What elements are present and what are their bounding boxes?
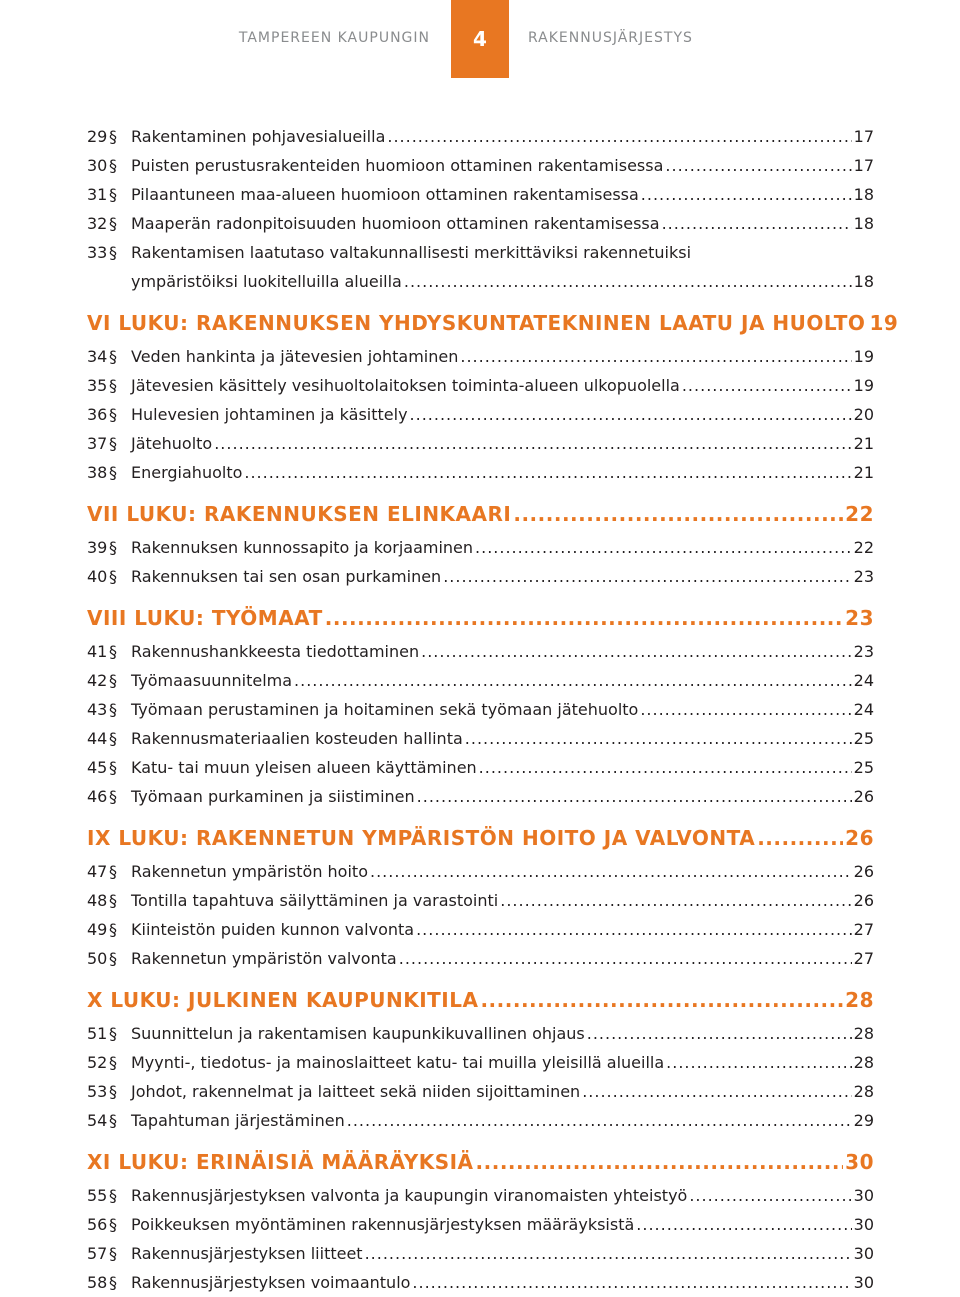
page-reference: 30: [853, 1186, 874, 1205]
section-number: 34: [87, 347, 108, 366]
section-sign: §: [109, 1273, 117, 1292]
toc-entry[interactable]: [87, 637, 874, 666]
page-reference: 28: [853, 1082, 874, 1101]
section-number: 50: [87, 949, 108, 968]
toc-entry[interactable]: [87, 1268, 874, 1297]
dot-leader: [410, 400, 852, 429]
section-title: Veden hankinta ja jätevesien johtaminen: [131, 347, 459, 366]
dot-leader: [476, 1145, 844, 1179]
table-of-contents: [87, 122, 899, 1297]
section-sign: §: [109, 642, 117, 661]
section-sign: §: [109, 1024, 117, 1043]
header-publisher: TAMPEREEN KAUPUNGIN: [238, 30, 430, 46]
section-sign: §: [109, 1215, 117, 1234]
section-title: Myynti-, tiedotus- ja mainoslaitteet katu- tai muilla yleisillä alueilla: [131, 1053, 665, 1072]
chapter-page-reference: 23: [845, 606, 874, 630]
section-sign: §: [109, 463, 117, 482]
section-title: Jätevesien käsittely vesihuoltolaitoksen toiminta-alueen ulkopuolella: [131, 376, 680, 395]
dot-leader: [475, 533, 852, 562]
toc-entry[interactable]: [87, 915, 874, 944]
section-title: Rakennetun ympäristön valvonta: [131, 949, 397, 968]
dot-leader: [465, 724, 852, 753]
chapter-title: X LUKU: JULKINEN KAUPUNKITILA: [87, 988, 479, 1012]
toc-entry[interactable]: [87, 944, 874, 973]
toc-entry[interactable]: [87, 1181, 874, 1210]
chapter-title: IX LUKU: RAKENNETUN YMPÄRISTÖN HOITO JA VALVONTA: [87, 826, 756, 850]
section-number: 40: [87, 567, 108, 586]
page-reference: 21: [853, 463, 874, 482]
page-reference: 25: [853, 729, 874, 748]
section-number: 38: [87, 463, 108, 482]
dot-leader: [443, 562, 851, 591]
page-reference: 25: [853, 758, 874, 777]
section-number: 31: [87, 185, 108, 204]
page-reference: 19: [853, 376, 874, 395]
page-reference: 26: [853, 787, 874, 806]
section-title-continued: ympäristöiksi luokitelluilla alueilla: [131, 272, 402, 291]
section-title: Rakennusjärjestyksen voimaantulo: [131, 1273, 411, 1292]
section-number: 47: [87, 862, 108, 881]
section-number: 32: [87, 214, 108, 233]
dot-leader: [416, 915, 852, 944]
chapter-heading[interactable]: [87, 497, 874, 531]
section-title: Pilaantuneen maa-alueen huomioon ottaminen rakentamisessa: [131, 185, 639, 204]
page-header: [0, 0, 960, 78]
section-title: Rakennuksen kunnossapito ja korjaaminen: [131, 538, 474, 557]
section-sign: §: [109, 1244, 117, 1263]
page-reference: 30: [853, 1273, 874, 1292]
section-title: Työmaan perustaminen ja hoitaminen sekä työmaan jätehuolto: [131, 700, 639, 719]
section-sign: §: [109, 891, 117, 910]
chapter-heading[interactable]: [87, 601, 874, 635]
section-sign: §: [109, 1053, 117, 1072]
section-number: 46: [87, 787, 108, 806]
chapter-heading[interactable]: [87, 821, 874, 855]
section-number: 51: [87, 1024, 108, 1043]
dot-leader: [412, 1268, 851, 1297]
toc-entry[interactable]: [87, 429, 874, 458]
section-number: 52: [87, 1053, 108, 1072]
section-sign: §: [109, 671, 117, 690]
dot-leader: [665, 151, 851, 180]
section-number: 57: [87, 1244, 108, 1263]
section-sign: §: [109, 862, 117, 881]
dot-leader: [513, 497, 843, 531]
chapter-title: VI LUKU: RAKENNUKSEN YHDYSKUNTATEKNINEN LAATU JA HUOLTO: [87, 311, 866, 335]
section-number: 35: [87, 376, 108, 395]
page-reference: 17: [853, 156, 874, 175]
section-sign: §: [109, 185, 117, 204]
dot-leader: [480, 983, 843, 1017]
section-sign: §: [109, 700, 117, 719]
toc-entry[interactable]: [87, 1210, 874, 1239]
toc-entry[interactable]: [87, 857, 874, 886]
section-sign: §: [109, 538, 117, 557]
section-title: Rakentaminen pohjavesialueilla: [131, 127, 386, 146]
section-sign: §: [109, 405, 117, 424]
chapter-heading[interactable]: [87, 983, 874, 1017]
dot-leader: [214, 429, 851, 458]
section-title: Työmaasuunnitelma: [131, 671, 293, 690]
toc-entry[interactable]: [87, 371, 874, 400]
section-title: Suunnittelun ja rakentamisen kaupunkikuvallinen ohjaus: [131, 1024, 585, 1043]
section-number: 43: [87, 700, 108, 719]
toc-entry[interactable]: [87, 1106, 874, 1135]
section-sign: §: [109, 347, 117, 366]
section-title: Johdot, rakennelmat ja laitteet sekä niiden sijoittaminen: [131, 1082, 581, 1101]
section-sign: §: [109, 156, 117, 175]
dot-leader: [640, 695, 851, 724]
dot-leader: [325, 601, 843, 635]
chapter-page-reference: 30: [845, 1150, 874, 1174]
section-number: 29: [87, 127, 108, 146]
page-reference: 24: [853, 700, 874, 719]
dot-leader: [404, 267, 852, 296]
page-reference: 23: [853, 567, 874, 586]
page-reference: 28: [853, 1024, 874, 1043]
section-title: Energiahuolto: [131, 463, 243, 482]
section-title: Rakennuksen tai sen osan purkaminen: [131, 567, 442, 586]
page-reference: 23: [853, 642, 874, 661]
toc-entry[interactable]: [87, 209, 874, 238]
section-number: 42: [87, 671, 108, 690]
chapter-heading[interactable]: [87, 1145, 874, 1179]
toc-entry[interactable]: [87, 886, 874, 915]
section-title: Rakentamisen laatutaso valtakunnallisesti merkittäviksi rakennetuiksi: [131, 243, 692, 262]
section-title: Kiinteistön puiden kunnon valvonta: [131, 920, 415, 939]
section-title: Hulevesien johtaminen ja käsittely: [131, 405, 408, 424]
section-number: 56: [87, 1215, 108, 1234]
section-title: Puisten perustusrakenteiden huomioon ottaminen rakentamisessa: [131, 156, 664, 175]
section-number: 44: [87, 729, 108, 748]
section-number: 58: [87, 1273, 108, 1292]
chapter-page-reference: 28: [845, 988, 874, 1012]
toc-entry[interactable]: [87, 1239, 874, 1268]
section-title: Katu- tai muun yleisen alueen käyttäminen: [131, 758, 477, 777]
toc-entry[interactable]: [87, 753, 874, 782]
dot-leader: [365, 1239, 852, 1268]
section-number: 36: [87, 405, 108, 424]
toc-entry[interactable]: [87, 400, 874, 429]
section-sign: §: [109, 127, 117, 146]
toc-entry[interactable]: [87, 122, 874, 151]
page-reference: 18: [853, 272, 874, 291]
page-reference: 26: [853, 891, 874, 910]
section-sign: §: [109, 787, 117, 806]
section-sign: §: [109, 920, 117, 939]
section-title: Rakennusjärjestyksen valvonta ja kaupungin viranomaisten yhteistyö: [131, 1186, 688, 1205]
page-reference: 20: [853, 405, 874, 424]
page-reference: 17: [853, 127, 874, 146]
section-title: Rakennusmateriaalien kosteuden hallinta: [131, 729, 463, 748]
section-title: Tapahtuman järjestäminen: [131, 1111, 345, 1130]
chapter-page-reference: 19: [869, 311, 899, 335]
toc-entry[interactable]: [87, 666, 874, 695]
page-number-badge: 4: [451, 0, 509, 78]
toc-entry[interactable]: [87, 724, 874, 753]
dot-leader: [244, 458, 851, 487]
page-reference: 30: [853, 1244, 874, 1263]
section-sign: §: [109, 1186, 117, 1205]
toc-entry-continued[interactable]: [87, 267, 874, 296]
dot-leader: [387, 122, 851, 151]
page-reference: 30: [853, 1215, 874, 1234]
page-reference: 27: [853, 949, 874, 968]
section-number: 54: [87, 1111, 108, 1130]
section-title: Työmaan purkaminen ja siistiminen: [131, 787, 415, 806]
section-sign: §: [109, 434, 117, 453]
dot-leader: [294, 666, 852, 695]
section-number: 41: [87, 642, 108, 661]
toc-entry[interactable]: [87, 458, 874, 487]
dot-leader: [399, 944, 852, 973]
dot-leader: [417, 782, 852, 811]
section-title: Rakennetun ympäristön hoito: [131, 862, 368, 881]
section-title: Maaperän radonpitoisuuden huomioon ottaminen rakentamisessa: [131, 214, 660, 233]
dot-leader: [347, 1106, 852, 1135]
section-sign: §: [109, 949, 117, 968]
toc-entry[interactable]: [87, 695, 874, 724]
dot-leader: [587, 1019, 852, 1048]
chapter-page-reference: 26: [845, 826, 874, 850]
toc-entry[interactable]: [87, 782, 874, 811]
section-title: Jätehuolto: [131, 434, 213, 453]
page-reference: 24: [853, 671, 874, 690]
dot-leader: [689, 1181, 851, 1210]
toc-entry[interactable]: [87, 533, 874, 562]
section-number: 55: [87, 1186, 108, 1205]
page-reference: 28: [853, 1053, 874, 1072]
dot-leader: [757, 821, 843, 855]
chapter-page-reference: 22: [845, 502, 874, 526]
section-number: 39: [87, 538, 108, 557]
section-number: 33: [87, 243, 108, 262]
page-reference: 18: [853, 214, 874, 233]
page-reference: 29: [853, 1111, 874, 1130]
chapter-heading[interactable]: [87, 306, 899, 340]
page-reference: 26: [853, 862, 874, 881]
page-reference: 18: [853, 185, 874, 204]
dot-leader: [662, 209, 852, 238]
dot-leader: [641, 180, 852, 209]
header-document-title: RAKENNUSJÄRJESTYS: [528, 30, 693, 46]
section-number: 53: [87, 1082, 108, 1101]
dot-leader: [582, 1077, 851, 1106]
section-sign: §: [109, 1111, 117, 1130]
dot-leader: [500, 886, 851, 915]
section-sign: §: [109, 214, 117, 233]
dot-leader: [460, 342, 851, 371]
toc-entry[interactable]: [87, 151, 874, 180]
page-reference: 19: [853, 347, 874, 366]
chapter-title: VII LUKU: RAKENNUKSEN ELINKAARI: [87, 502, 512, 526]
section-sign: §: [109, 567, 117, 586]
dot-leader: [479, 753, 852, 782]
toc-entry[interactable]: [87, 1048, 874, 1077]
section-number: 45: [87, 758, 108, 777]
section-title: Rakennushankkeesta tiedottaminen: [131, 642, 420, 661]
dot-leader: [370, 857, 852, 886]
section-title: Tontilla tapahtuva säilyttäminen ja varastointi: [131, 891, 499, 910]
section-sign: §: [109, 376, 117, 395]
toc-entry[interactable]: [87, 238, 874, 267]
section-sign: §: [109, 729, 117, 748]
dot-leader: [421, 637, 852, 666]
dot-leader: [636, 1210, 851, 1239]
section-title: Rakennusjärjestyksen liitteet: [131, 1244, 363, 1263]
toc-entry[interactable]: [87, 1077, 874, 1106]
chapter-title: XI LUKU: ERINÄISIÄ MÄÄRÄYKSIÄ: [87, 1150, 474, 1174]
toc-entry[interactable]: [87, 562, 874, 591]
section-number: 49: [87, 920, 108, 939]
section-sign: §: [109, 243, 117, 262]
page-reference: 22: [853, 538, 874, 557]
page-reference: 27: [853, 920, 874, 939]
dot-leader: [682, 371, 852, 400]
toc-entry[interactable]: [87, 1019, 874, 1048]
section-number: 30: [87, 156, 108, 175]
page-reference: 21: [853, 434, 874, 453]
toc-entry[interactable]: [87, 180, 874, 209]
section-number: 37: [87, 434, 108, 453]
section-title: Poikkeuksen myöntäminen rakennusjärjestyksen määräyksistä: [131, 1215, 635, 1234]
section-sign: §: [109, 758, 117, 777]
chapter-title: VIII LUKU: TYÖMAAT: [87, 606, 323, 630]
section-number: 48: [87, 891, 108, 910]
toc-entry[interactable]: [87, 342, 874, 371]
section-sign: §: [109, 1082, 117, 1101]
dot-leader: [666, 1048, 851, 1077]
